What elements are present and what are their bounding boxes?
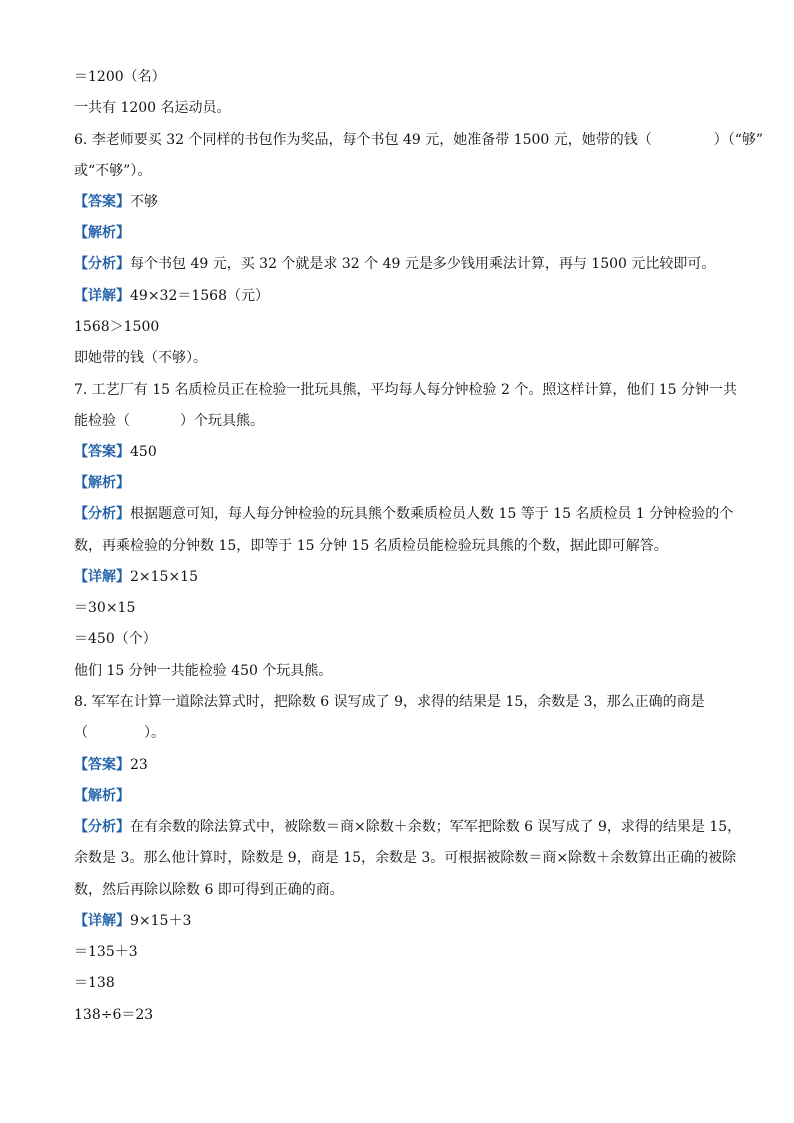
q6-stem-option-text: ）（“够” xyxy=(713,132,764,148)
q6-answer-text: 不够 xyxy=(130,194,158,210)
analysis-tag: 【解析】 xyxy=(74,788,130,804)
q7-analysis-text-a: 根据题意可知，每人每分钟检验的玩具熊个数乘质检员人数 15 等于 15 名质检员 1 分钟检验的个 xyxy=(130,506,734,522)
fenxi-tag: 【分析】 xyxy=(74,506,130,522)
q6-step-1: 1568＞1500 xyxy=(74,319,160,335)
q5-tail-line-2: 一共有 1200 名运动员。 xyxy=(74,100,231,116)
q6-detail-text: 49×32＝1568（元） xyxy=(130,288,269,304)
q8-answer-line xyxy=(74,755,734,775)
q6-analysis-line xyxy=(74,254,734,274)
q6-stem-text: 6. 李老师要买 32 个同样的书包作为奖品，每个书包 49 元，她准备带 1500 元，她带的钱（ xyxy=(74,132,652,148)
q8-detail-text: 9×15＋3 xyxy=(130,913,192,929)
q7-analysis-line-2: 数，再乘检验的分钟数 15，即等于 15 分钟 15 名质检员能检验玩具熊的个数，据此即可解答。 xyxy=(74,538,668,554)
q7-stem-text-b: ）个玩具熊。 xyxy=(180,413,264,429)
q7-step-2: ＝450（个） xyxy=(74,631,157,647)
q8-stem-text-b: ）。 xyxy=(144,725,165,741)
q7-analysis-line-1 xyxy=(74,504,734,524)
q6-stem-line-1 xyxy=(74,130,764,150)
analysis-tag: 【解析】 xyxy=(74,225,130,241)
q8-step-2: ＝138 xyxy=(74,975,115,991)
q7-stem-line-1: 7. 工艺厂有 15 名质检员正在检验一批玩具熊，平均每人每分钟检验 2 个。照这样计算，他们 15 分钟一共 xyxy=(74,382,738,398)
q7-stem-line-2 xyxy=(74,411,734,431)
q8-step-3: 138÷6＝23 xyxy=(74,1007,154,1023)
q8-analysis-heading xyxy=(74,786,734,806)
fenxi-tag: 【分析】 xyxy=(74,819,130,835)
q8-analysis-line-2: 余数是 3。那么他计算时，除数是 9，商是 15，余数是 3。可根据被除数＝商×除数＋余数算出正确的被除 xyxy=(74,850,737,866)
q6-answer-line xyxy=(74,192,734,212)
q8-step-1: ＝135＋3 xyxy=(74,944,138,960)
q6-stem-line-2: 或“不够”）。 xyxy=(74,163,152,179)
detail-tag: 【详解】 xyxy=(74,288,130,304)
q7-conclusion: 他们 15 分钟一共能检验 450 个玩具熊。 xyxy=(74,663,333,679)
q7-detail-text: 2×15×15 xyxy=(130,569,198,585)
q8-stem-text-a: （ xyxy=(74,725,88,741)
q7-analysis-heading xyxy=(74,473,734,493)
q7-step-1: ＝30×15 xyxy=(74,600,136,616)
q8-detail-line xyxy=(74,911,734,931)
q6-analysis-text: 每个书包 49 元，买 32 个就是求 32 个 49 元是多少钱用乘法计算，再与 1500 元比较即可。 xyxy=(130,256,716,272)
q6-conclusion: 即她带的钱（不够）。 xyxy=(74,350,207,366)
fenxi-tag: 【分析】 xyxy=(74,256,130,272)
answer-tag: 【答案】 xyxy=(74,194,130,210)
q8-stem-line-1: 8. 军军在计算一道除法算式时，把除数 6 误写成了 9，求得的结果是 15，余数是 3，那么正确的商是 xyxy=(74,694,705,710)
q8-answer-text: 23 xyxy=(130,757,148,773)
answer-tag: 【答案】 xyxy=(74,444,130,460)
q8-analysis-line-3: 数，然后再除以除数 6 即可得到正确的商。 xyxy=(74,882,344,898)
q7-detail-line xyxy=(74,567,734,587)
q5-tail-line-1: ＝1200（名） xyxy=(74,69,166,85)
detail-tag: 【详解】 xyxy=(74,569,130,585)
q8-analysis-text-a: 在有余数的除法算式中，被除数＝商×除数＋余数；军军把除数 6 误写成了 9，求得的结果是 15， xyxy=(130,819,742,835)
q8-stem-line-2 xyxy=(74,723,734,743)
q8-analysis-line-1 xyxy=(74,817,742,837)
detail-tag: 【详解】 xyxy=(74,913,130,929)
answer-tag: 【答案】 xyxy=(74,757,130,773)
q6-analysis-heading xyxy=(74,223,734,243)
q6-detail-line xyxy=(74,286,734,306)
q7-answer-text: 450 xyxy=(130,444,157,460)
q7-answer-line xyxy=(74,442,734,462)
q7-stem-text-a: 能检验（ xyxy=(74,413,130,429)
analysis-tag: 【解析】 xyxy=(74,475,130,491)
